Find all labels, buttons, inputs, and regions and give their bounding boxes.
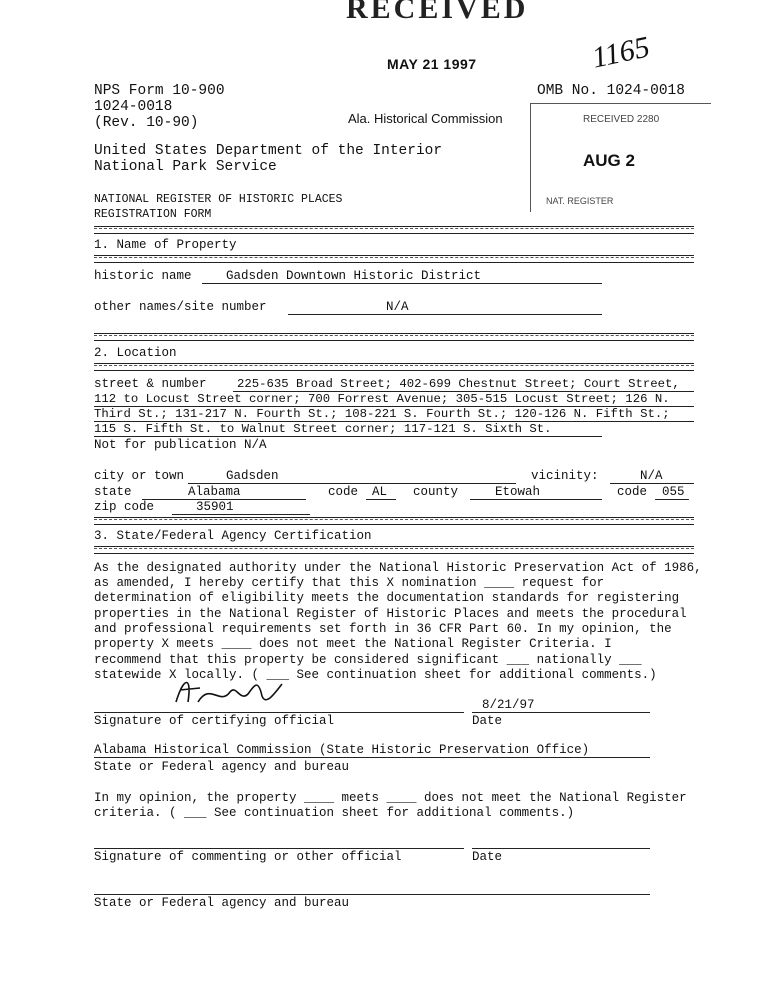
historic-name-value: Gadsden Downtown Historic District bbox=[226, 269, 482, 283]
certifying-date-label: Date bbox=[472, 714, 503, 728]
cert-line-8: statewide X locally. ( ___ See continuation sheet for additional comments.) bbox=[94, 668, 657, 682]
vicinity-label: vicinity: bbox=[531, 469, 599, 483]
commenting-date-line[interactable] bbox=[472, 834, 650, 849]
divider bbox=[94, 363, 694, 371]
street-value-4: 115 S. Fifth St. to Walnut Street corner; 117-121 S. Sixth St. bbox=[94, 422, 552, 436]
city-value: Gadsden bbox=[226, 469, 279, 483]
date-stamp: MAY 21 1997 bbox=[387, 56, 477, 72]
form-number: NPS Form 10-900 bbox=[94, 83, 225, 99]
opinion-line-2: criteria. ( ___ See continuation sheet for additional comments.) bbox=[94, 806, 575, 820]
received-stamp: RECEIVED bbox=[346, 0, 529, 25]
zip-field[interactable] bbox=[172, 499, 310, 515]
cert-line-7: recommend that this property be considered significant ___ nationally ___ bbox=[94, 653, 642, 667]
state-code-value: AL bbox=[372, 485, 388, 499]
agency2-label: State or Federal agency and bureau bbox=[94, 896, 350, 910]
cert-line-2: as amended, I hereby certify that this X nomination ____ request for bbox=[94, 576, 605, 590]
certifying-signature-label: Signature of certifying official bbox=[94, 714, 335, 728]
divider bbox=[94, 546, 694, 554]
section1-title: 1. Name of Property bbox=[94, 238, 237, 252]
street-value-3: Third St.; 131-217 N. Fourth St.; 108-221 S. Fourth St.; 120-126 N. Fifth St.; bbox=[94, 407, 670, 421]
agency-label: State or Federal agency and bureau bbox=[94, 760, 350, 774]
other-names-value: N/A bbox=[386, 300, 409, 314]
historic-name-label: historic name bbox=[94, 269, 192, 283]
agency-title-2: National Park Service bbox=[94, 159, 277, 175]
divider bbox=[94, 517, 694, 525]
agency-value: Alabama Historical Commission (State Historic Preservation Office) bbox=[94, 743, 590, 757]
other-names-field[interactable] bbox=[288, 299, 602, 315]
street-label: street & number bbox=[94, 377, 207, 391]
box-date-text: AUG 2 bbox=[583, 151, 635, 170]
divider bbox=[94, 226, 694, 234]
not-for-publication: Not for publication N/A bbox=[94, 438, 267, 452]
registration-form-title: REGISTRATION FORM bbox=[94, 208, 212, 221]
street-value-1: 225-635 Broad Street; 402-699 Chestnut Street; Court Street, bbox=[237, 377, 680, 391]
commenting-date-label: Date bbox=[472, 850, 503, 864]
state-code-label: code bbox=[328, 485, 359, 499]
box-received-text: RECEIVED 2280 bbox=[583, 114, 660, 125]
divider bbox=[94, 333, 694, 341]
cert-line-1: As the designated authority under the National Historic Preservation Act of 1986, bbox=[94, 561, 702, 575]
zip-value: 35901 bbox=[196, 500, 234, 514]
zip-label: zip code bbox=[94, 500, 155, 514]
agency2-field[interactable] bbox=[94, 880, 650, 895]
commenting-signature-label: Signature of commenting or other official bbox=[94, 850, 402, 864]
opinion-line-1: In my opinion, the property ____ meets ____ does not meet the National Register bbox=[94, 791, 687, 805]
cert-line-4: properties in the National Register of Historic Places and meets the procedural bbox=[94, 607, 687, 621]
commission-stamp: Ala. Historical Commission bbox=[348, 111, 503, 126]
street-value-2: 112 to Locust Street corner; 700 Forrest Avenue; 305-515 Locust Street; 126 N. bbox=[94, 392, 670, 406]
form-revision: (Rev. 10-90) bbox=[94, 115, 199, 131]
form-code: 1024-0018 bbox=[94, 99, 173, 115]
commenting-signature-line[interactable] bbox=[94, 834, 464, 849]
section3-title: 3. State/Federal Agency Certification bbox=[94, 529, 372, 543]
vicinity-value: N/A bbox=[640, 469, 663, 483]
handwritten-number: 1165 bbox=[589, 30, 653, 75]
county-code-value: 055 bbox=[662, 485, 685, 499]
omb-number: OMB No. 1024-0018 bbox=[537, 83, 685, 99]
certifying-signature-line[interactable] bbox=[94, 698, 464, 713]
certifying-date-value: 8/21/97 bbox=[482, 698, 535, 712]
county-value: Etowah bbox=[495, 485, 541, 499]
cert-line-3: determination of eligibility meets the documentation standards for registering bbox=[94, 591, 680, 605]
city-label: city or town bbox=[94, 469, 185, 483]
other-names-label: other names/site number bbox=[94, 300, 267, 314]
section2-title: 2. Location bbox=[94, 346, 177, 360]
register-title: NATIONAL REGISTER OF HISTORIC PLACES bbox=[94, 193, 343, 206]
divider bbox=[94, 255, 694, 263]
cert-line-5: and professional requirements set forth in 36 CFR Part 60. In my opinion, the bbox=[94, 622, 672, 636]
county-label: county bbox=[413, 485, 459, 499]
agency-title-1: United States Department of the Interior bbox=[94, 143, 443, 159]
box-nat-text: NAT. REGISTER bbox=[546, 196, 614, 206]
state-value: Alabama bbox=[188, 485, 241, 499]
cert-line-6: property X meets ____ does not meet the National Register Criteria. I bbox=[94, 637, 612, 651]
county-code-label: code bbox=[617, 485, 648, 499]
state-label: state bbox=[94, 485, 132, 499]
